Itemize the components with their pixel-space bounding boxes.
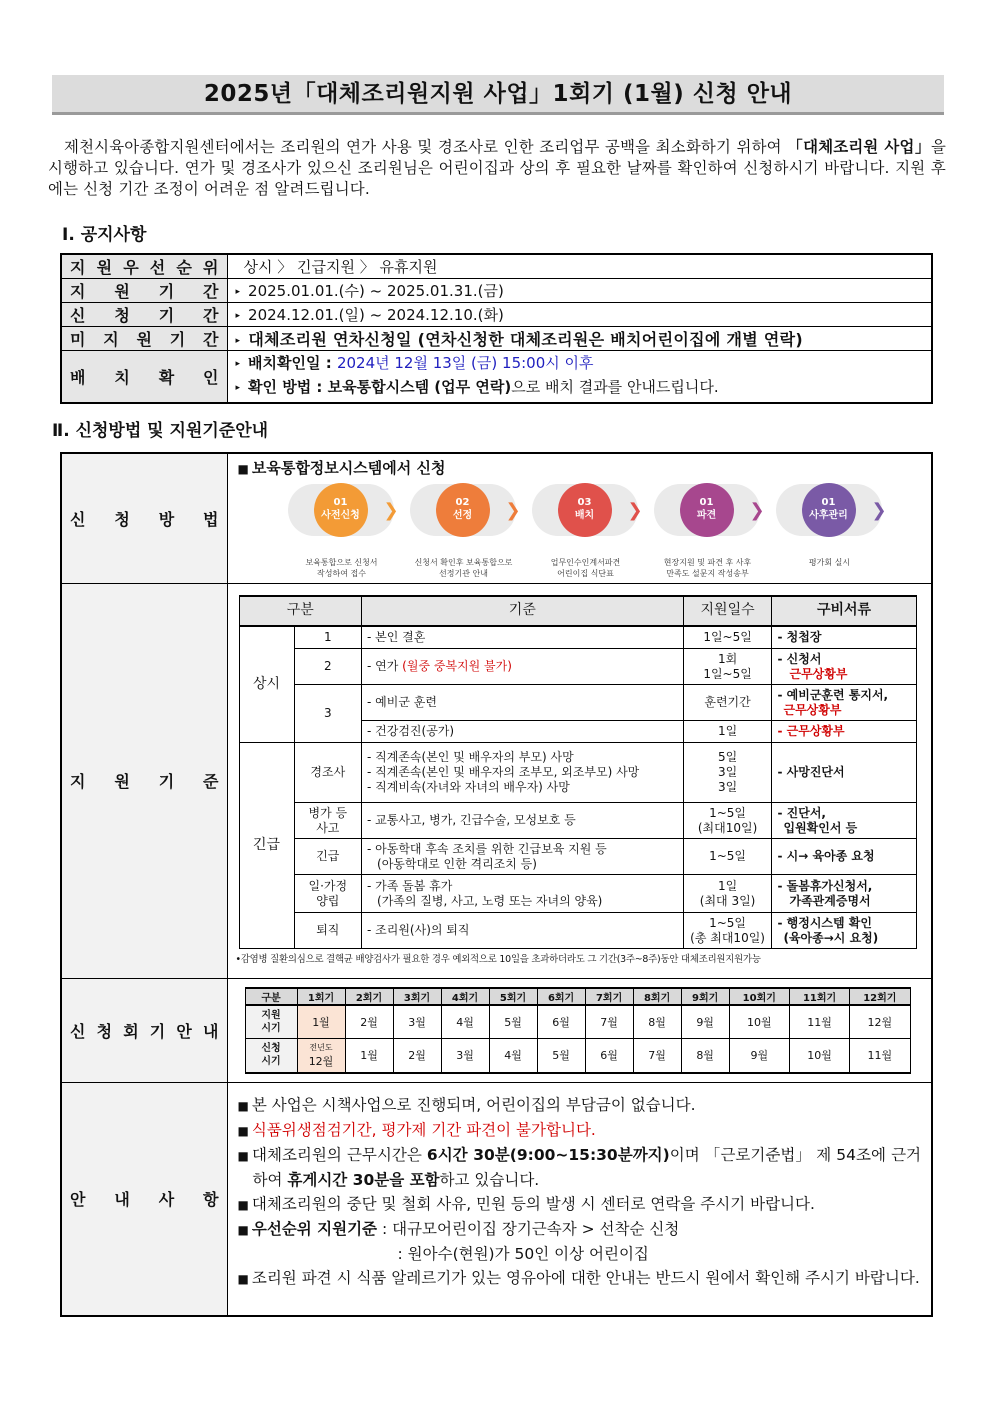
criteria-cat-4: 경조사 xyxy=(294,743,361,803)
process-step-3 xyxy=(532,484,638,536)
criteria-docs-3a xyxy=(772,685,916,721)
chevron-right-icon: ❯ xyxy=(505,500,521,521)
schedule-support-cell: 10월 xyxy=(729,1005,789,1039)
guide-label xyxy=(61,1082,227,1316)
label-char: 우 xyxy=(123,258,139,277)
criteria-std-8: - 조리원(사)의 퇴직 xyxy=(362,913,684,949)
criteria-std-2b: (월중 중복지원 불가) xyxy=(402,659,512,673)
criteria-days-2b: 1일~5일 xyxy=(703,666,752,681)
guide-row xyxy=(61,1082,932,1316)
process-step-4 xyxy=(654,484,760,536)
criteria-days-5a: 1~5일 xyxy=(709,805,747,820)
criteria-days-8a: 1~5일 xyxy=(709,915,747,930)
criteria-header-docs: 구비서류 xyxy=(772,596,916,626)
criteria-no-1: 1 xyxy=(294,626,361,649)
label-char: 신 xyxy=(70,509,86,529)
group-regular: 상시 xyxy=(239,626,294,743)
step-name: 배치 xyxy=(574,510,595,521)
label-char: 배 xyxy=(70,367,86,387)
criteria-docs-7 xyxy=(772,875,916,913)
criteria-days-7b: (최대 3일) xyxy=(699,893,756,908)
schedule-support-cell: 7월 xyxy=(585,1005,633,1039)
criteria-days-7 xyxy=(683,875,772,913)
process-step-2 xyxy=(410,484,516,536)
criteria-std-5: - 교통사고, 병가, 긴급수술, 모성보호 등 xyxy=(362,803,684,839)
criteria-cat-7b: 양립 xyxy=(316,893,340,908)
process-diagram xyxy=(228,454,932,580)
criteria-days-1: 1일~5일 xyxy=(683,626,772,649)
label-char: 위 xyxy=(202,258,219,277)
label-char: 원 xyxy=(114,282,130,301)
label-char: 간 xyxy=(203,330,219,349)
step-circle xyxy=(436,483,490,537)
criteria-cat-7 xyxy=(294,875,361,913)
criteria-std-6a: - 아동학대 후속 조치를 위한 긴급보육 지원 등 xyxy=(367,841,607,856)
step-name: 선정 xyxy=(452,510,473,521)
label-char: 기 xyxy=(169,330,186,349)
schedule-round-header: 10회기 xyxy=(729,988,789,1005)
placement-method-label: 확인 방법 : 보육통합시스템 (업무 연락) xyxy=(248,378,512,397)
criteria-header-category: 구분 xyxy=(239,596,362,626)
schedule-apply-row xyxy=(245,1039,910,1073)
step-number: 03 xyxy=(577,497,592,508)
step-caption-line: 평가회 실시 xyxy=(808,558,851,567)
no-support-text: 대체조리원 연차신청일 (연차신청한 대체조리원은 배치어린이집에 개별 연락) xyxy=(248,330,803,349)
criteria-days-5b: (최대10일) xyxy=(697,820,758,835)
criteria-days-3b: 1일 xyxy=(683,721,772,743)
support-label-1: 지원 xyxy=(261,1009,281,1021)
label-char: 미 xyxy=(70,330,86,349)
label-char: 지 xyxy=(103,330,119,349)
process-step-1 xyxy=(288,484,394,536)
criteria-row-2 xyxy=(239,649,916,685)
guide-item-6: ■ 조리원 파견 시 식품 알레르기가 있는 영유아에 대한 안내는 반드시 원에서 확인해 주시기 바랍니다. xyxy=(237,1268,920,1287)
schedule-support-cell: 5월 xyxy=(489,1005,537,1039)
label-char: 내 xyxy=(202,1021,219,1041)
label-char: 회 xyxy=(123,1021,139,1041)
criteria-docs-7a: - 돌봄휴가신청서, xyxy=(777,878,873,893)
label-char: 간 xyxy=(203,306,219,325)
criteria-header-row xyxy=(239,596,916,626)
criteria-docs-3a-1: - 예비군훈련 통지서, xyxy=(777,687,889,702)
label-char: 지 xyxy=(70,282,86,301)
label-char: 순 xyxy=(176,258,192,277)
label-char: 방 xyxy=(158,509,175,529)
chevron-right-icon: ❯ xyxy=(871,500,887,521)
page-title: 2025년「대체조리원지원 사업」1회기 (1월) 신청 안내 xyxy=(52,75,944,115)
notice-value-priority: 상시 〉 긴급지원 〉 유휴지원 xyxy=(227,254,932,279)
guide-item-2: ■ 식품위생점검기간, 평가제 기간 파견이 불가합니다. xyxy=(237,1120,596,1139)
label-char: 법 xyxy=(203,509,219,529)
criteria-no-3: 3 xyxy=(294,685,361,743)
section-1-title: Ⅰ. 공지사항 xyxy=(62,225,147,245)
schedule-round-header: 11회기 xyxy=(789,988,849,1005)
label-char: 내 xyxy=(114,1190,130,1210)
criteria-std-6 xyxy=(362,839,684,875)
criteria-docs-1: - 청첩장 xyxy=(772,626,916,649)
criteria-row-5 xyxy=(239,803,916,839)
criteria-cat-7a: 일·가정 xyxy=(308,878,348,893)
label-char: 안 xyxy=(176,1021,192,1041)
schedule-support-cell: 4월 xyxy=(441,1005,489,1039)
criteria-days-5 xyxy=(683,803,772,839)
criteria-days-4 xyxy=(683,743,772,803)
guide-text-3e: 하고 있습니다. xyxy=(439,1170,540,1189)
step-caption-line: 어린이집 식단표 xyxy=(557,569,614,578)
guide-text-3d: 휴게시간 30분을 포함 xyxy=(287,1170,440,1189)
label-char: 간 xyxy=(203,282,219,301)
schedule-support-cell: 9월 xyxy=(681,1005,729,1039)
criteria-std-2a: - 연가 xyxy=(367,659,403,673)
step-number: 01 xyxy=(821,497,836,508)
step-caption xyxy=(526,557,646,579)
schedule-apply-cell: 11월 xyxy=(850,1039,910,1073)
step-circle xyxy=(558,483,612,537)
guide-item-5-cont: : 원아수(현원)가 50인 이상 어린이집 xyxy=(397,1244,649,1263)
step-caption-line: 작성하여 접수 xyxy=(317,569,366,578)
criteria-docs-3a-2: 근무상황부 xyxy=(783,702,842,717)
notice-row-placement xyxy=(61,351,932,403)
intro-line-2: 을 시행하고 있습니다. 연가 및 경조사가 있으신 조리원님은 어린이집과 상의 후 필요한 xyxy=(48,138,947,177)
step-caption-line: 선정기관 안내 xyxy=(439,569,488,578)
chevron-right-icon: ❯ xyxy=(749,500,765,521)
criteria-no-2: 2 xyxy=(294,649,361,685)
criteria-std-3a: - 예비군 훈련 xyxy=(362,685,684,721)
label-text-7 xyxy=(70,1019,219,1042)
schedule-cell xyxy=(227,978,932,1082)
guide-text-1: 본 사업은 시책사업으로 진행되며, 어린이집의 부담금이 없습니다. xyxy=(251,1095,696,1114)
process-step-5 xyxy=(776,484,882,536)
label-char: 신 xyxy=(70,306,86,325)
apply-first-2: 12월 xyxy=(308,1055,334,1069)
label-text-2 xyxy=(70,303,219,326)
label-text-1 xyxy=(70,279,219,302)
schedule-support-cell: 2월 xyxy=(345,1005,393,1039)
criteria-std-7b: (가족의 질병, 사고, 노령 또는 자녀의 양육) xyxy=(377,893,603,908)
method-heading: ■ 보육통합정보시스템에서 신청 xyxy=(237,459,446,477)
intro-line-1: 제천시육아종합지원센터에서는 조리원의 연가 사용 및 경조사로 인한 조리업무 공백을 최소화하기 위하여 xyxy=(64,138,782,156)
schedule-support-row xyxy=(245,1005,910,1039)
guide-item-5: ■ 우선순위 지원기준 : 대규모어린이집 장기근속자 > 선착순 신청 xyxy=(237,1219,680,1238)
guide-cell xyxy=(227,1082,932,1316)
notice-label-priority xyxy=(61,254,227,279)
apply-label-1: 신청 xyxy=(261,1043,281,1055)
chevron-right-icon: ❯ xyxy=(627,500,643,521)
step-caption xyxy=(770,557,890,568)
apply-label-2: 시기 xyxy=(261,1056,281,1068)
criteria-days-6: 1~5일 xyxy=(683,839,772,875)
apply-period-text: 2024.12.01.(일) ~ 2024.12.10.(화) xyxy=(248,306,504,324)
step-caption-line: 만족도 설문지 작성송부 xyxy=(666,569,749,578)
criteria-row-7 xyxy=(239,875,916,913)
label-char: 치 xyxy=(114,367,130,387)
guide-text-2: 식품위생점검기간, 평가제 기간 파견이 불가합니다. xyxy=(251,1120,596,1139)
criteria-docs-5a: - 진단서, xyxy=(777,805,826,820)
label-text-6 xyxy=(70,769,219,792)
criteria-header-days: 지원일수 xyxy=(683,596,772,626)
schedule-apply-cell: 4월 xyxy=(489,1039,537,1073)
label-char: 청 xyxy=(114,509,130,529)
label-text-5 xyxy=(70,507,219,530)
schedule-apply-cell: 8월 xyxy=(681,1039,729,1073)
schedule-apply-cell: 3월 xyxy=(441,1039,489,1073)
label-char: 준 xyxy=(203,772,219,791)
step-caption-line: 보육통합으로 신청서 xyxy=(305,558,378,567)
step-circle xyxy=(680,483,734,537)
schedule-support-cell: 3월 xyxy=(393,1005,441,1039)
criteria-days-8 xyxy=(683,913,772,949)
step-number: 01 xyxy=(333,497,348,508)
support-period-text: 2025.01.01.(수) ~ 2025.01.31.(금) xyxy=(248,282,504,300)
criteria-docs-2a: - 신청서 xyxy=(777,651,822,666)
notice-value-placement: ▸ 배치확인일 : 2024년 12월 13일 (금) 15:00시 이후 ▸ 확인 방법 : 보육통합시스템 (업무 연락)으로 배치 결과를 안내드립니다. xyxy=(227,351,932,403)
criteria-note: •감염병 질환의심으로 결핵균 배양검사가 필요한 경우 예외적으로 10일을 초과하더라도 그 기간(3주~8주)동안 대체조리원지원가능 xyxy=(235,954,761,965)
schedule-apply-cell: 6월 xyxy=(585,1039,633,1073)
schedule-round-header: 9회기 xyxy=(681,988,729,1005)
schedule-apply-cell: 9월 xyxy=(729,1039,789,1073)
label-char: 선 xyxy=(149,258,166,277)
criteria-docs-7b: 가족관계증명서 xyxy=(789,893,871,908)
guide-item-3: ■ 대체조리원의 근무시간은 6시간 30분(9:00~15:30분까지)이며 「근로기준법」 제 54조에 근거하여 휴게시간 30분을 포함하고 있습니다. xyxy=(237,1145,922,1189)
step-caption xyxy=(404,557,524,579)
schedule-support-cell: 11월 xyxy=(789,1005,849,1039)
label-char: 기 xyxy=(149,1021,166,1041)
notice-value-support-period: ▸ 2025.01.01.(수) ~ 2025.01.31.(금) xyxy=(227,279,932,303)
criteria-docs-8b: (육아종→시 요청) xyxy=(783,930,879,945)
label-text-4 xyxy=(70,365,219,388)
label-char: 지 xyxy=(70,772,86,791)
section-2-title: Ⅱ. 신청방법 및 지원기준안내 xyxy=(52,421,269,441)
label-char: 기 xyxy=(158,306,175,325)
notice-label-support-period xyxy=(61,279,227,303)
criteria-std-4b: - 직계존속(본인 및 배우자의 조부모, 외조부모) 사망 xyxy=(367,765,640,779)
schedule-round-header: 3회기 xyxy=(393,988,441,1005)
label-text-8 xyxy=(70,1187,219,1210)
schedule-round-header: 12회기 xyxy=(850,988,910,1005)
guide-item-1: ■ 본 사업은 시책사업으로 진행되며, 어린이집의 부담금이 없습니다. xyxy=(237,1095,696,1114)
intro-program-name: 「대체조리원 사업」 xyxy=(787,138,931,156)
label-char: 사 xyxy=(158,1190,175,1210)
schedule-support-cell: 6월 xyxy=(537,1005,585,1039)
label-char: 원 xyxy=(114,772,130,791)
criteria-row-4 xyxy=(239,743,916,803)
schedule-round-header: 7회기 xyxy=(585,988,633,1005)
notice-label-placement xyxy=(61,351,227,403)
schedule-support-label xyxy=(245,1005,297,1039)
criteria-std-4c: - 직계비속(자녀와 자녀의 배우자) 사망 xyxy=(367,780,570,794)
guide-text-3b: 6시간 30분(9:00~15:30분까지) xyxy=(426,1145,670,1164)
criteria-docs-5b: 입원확인서 등 xyxy=(783,820,858,835)
step-circle xyxy=(314,483,368,537)
criteria-row xyxy=(61,583,932,978)
schedule-label xyxy=(61,978,227,1082)
guide-text-3a: 대체조리원의 근무시간은 xyxy=(252,1145,427,1164)
criteria-cat-8: 퇴직 xyxy=(294,913,361,949)
criteria-cat-5a: 병가 등 xyxy=(308,805,348,820)
criteria-docs-5 xyxy=(772,803,916,839)
schedule-apply-first xyxy=(297,1039,345,1073)
schedule-apply-cell: 5월 xyxy=(537,1039,585,1073)
label-char: 원 xyxy=(96,258,113,277)
criteria-days-2a: 1회 xyxy=(717,651,738,666)
step-name: 파견 xyxy=(696,510,717,521)
criteria-docs-8 xyxy=(772,913,916,949)
criteria-std-1: - 본인 결혼 xyxy=(362,626,684,649)
schedule-apply-cell: 10월 xyxy=(789,1039,849,1073)
notice-value-no-support: ▸ 대체조리원 연차신청일 (연차신청한 대체조리원은 배치어린이집에 개별 연락) xyxy=(227,327,932,351)
guide-text-3c: 이며 「근로기준법」 제 54조에 근거하여 xyxy=(252,1145,922,1189)
schedule-row xyxy=(61,978,932,1082)
criteria-row-8 xyxy=(239,913,916,949)
notice-row-support-period xyxy=(61,279,932,303)
criteria-row-1 xyxy=(239,626,916,649)
criteria-days-3a: 훈련기간 xyxy=(683,685,772,721)
step-caption xyxy=(648,557,768,579)
guide-text-5a: 우선순위 지원기준 xyxy=(251,1219,378,1238)
criteria-std-4 xyxy=(362,743,684,803)
schedule-round-header: 1회기 xyxy=(297,988,345,1005)
criteria-days-4a: 5일 xyxy=(717,750,738,764)
step-caption-line: 현장지원 및 파견 후 사후 xyxy=(663,558,752,567)
label-text-0 xyxy=(70,255,219,278)
step-number: 01 xyxy=(699,497,714,508)
criteria-cat-5 xyxy=(294,803,361,839)
guide-text-6: 조리원 파견 시 식품 알레르기가 있는 영유아에 대한 안내는 반드시 원에서 확인해 주시기 바랍니다. xyxy=(251,1268,920,1287)
criteria-cat-6: 긴급 xyxy=(294,839,361,875)
schedule-support-cell: 12월 xyxy=(850,1005,910,1039)
label-char: 지 xyxy=(70,258,86,277)
apply-first-1: 전년도 xyxy=(309,1043,333,1053)
method-heading-text: 보육통합정보시스템에서 신청 xyxy=(251,459,446,477)
main-info-table xyxy=(60,452,933,1317)
criteria-days-2 xyxy=(683,649,772,685)
chevron-right-icon: ❯ xyxy=(383,500,399,521)
label-char: 청 xyxy=(96,1021,113,1041)
label-char: 확 xyxy=(158,367,175,387)
criteria-docs-2 xyxy=(772,649,916,685)
step-number: 02 xyxy=(455,497,470,508)
notice-label-no-support xyxy=(61,327,227,351)
label-char: 원 xyxy=(136,330,152,349)
criteria-docs-6: - 시→ 육아종 요청 xyxy=(772,839,916,875)
intro-line-3: 날짜를 확인하여 신청하시기 바랍니다. 지원 후에는 신청 기간 조정이 어려운 점 알려드립니다. xyxy=(48,159,946,198)
guide-text-4: 대체조리원의 중단 및 철회 사유, 민원 등의 발생 시 센터로 연락을 주시기 바랍니다. xyxy=(251,1194,815,1213)
schedule-apply-cell: 1월 xyxy=(345,1039,393,1073)
criteria-docs-2b: 근무상황부 xyxy=(789,666,848,681)
method-label xyxy=(61,453,227,583)
schedule-round-header: 6회기 xyxy=(537,988,585,1005)
label-char: 신 xyxy=(70,1021,86,1041)
criteria-days-8b: (총 최대10일) xyxy=(690,930,765,945)
schedule-header-row xyxy=(245,988,910,1005)
schedule-round-header: 4회기 xyxy=(441,988,489,1005)
schedule-apply-label xyxy=(245,1039,297,1073)
criteria-std-4a: - 직계존속(본인 및 배우자의 부모) 사망 xyxy=(367,750,574,764)
step-name: 사후관리 xyxy=(809,510,848,521)
criteria-table xyxy=(239,595,917,950)
placement-date-label: 배치확인일 : xyxy=(248,354,337,373)
placement-method-rest: 으로 배치 결과를 안내드립니다. xyxy=(511,378,719,397)
label-char: 인 xyxy=(203,367,219,387)
schedule-apply-cell: 2월 xyxy=(393,1039,441,1073)
notice-row-no-support xyxy=(61,327,932,351)
guide-item-4: ■ 대체조리원의 중단 및 철회 사유, 민원 등의 발생 시 센터로 연락을 주시기 바랍니다. xyxy=(237,1194,815,1213)
method-cell xyxy=(227,453,932,583)
criteria-docs-4: - 사망진단서 xyxy=(772,743,916,803)
intro-paragraph xyxy=(48,137,946,200)
label-char: 항 xyxy=(203,1190,219,1210)
criteria-docs-3b: - 근무상황부 xyxy=(772,721,916,743)
criteria-days-4b: 3일 xyxy=(717,765,738,779)
notice-row-apply-period xyxy=(61,303,932,327)
criteria-row-6 xyxy=(239,839,916,875)
label-char: 안 xyxy=(70,1190,86,1210)
step-name: 사전신청 xyxy=(321,510,360,521)
criteria-cell xyxy=(227,583,932,978)
guide-text-5b: : 대규모어린이집 장기근속자 > 선착순 신청 xyxy=(377,1219,680,1238)
guide-list xyxy=(228,1083,932,1299)
notice-table xyxy=(60,253,933,404)
label-char: 기 xyxy=(158,772,175,791)
criteria-days-7a: 1일 xyxy=(717,878,738,893)
schedule-header-first: 구분 xyxy=(245,988,297,1005)
step-caption-line: 신청서 확인후 보육통합으로 xyxy=(414,558,513,567)
criteria-docs-8a: - 행정시스템 확인 xyxy=(777,915,872,930)
schedule-table xyxy=(245,987,911,1074)
criteria-days-4c: 3일 xyxy=(717,780,738,794)
schedule-round-header: 8회기 xyxy=(633,988,681,1005)
criteria-row-3a xyxy=(239,685,916,721)
step-caption xyxy=(282,557,402,579)
step-circle xyxy=(802,483,856,537)
label-char: 기 xyxy=(158,282,175,301)
support-label-2: 시기 xyxy=(261,1022,281,1034)
label-char: 청 xyxy=(114,306,130,325)
schedule-apply-cell: 7월 xyxy=(633,1039,681,1073)
schedule-support-cell: 8월 xyxy=(633,1005,681,1039)
criteria-cat-5b: 사고 xyxy=(316,820,340,835)
schedule-round-header: 5회기 xyxy=(489,988,537,1005)
criteria-header-standard: 기준 xyxy=(362,596,684,626)
criteria-label xyxy=(61,583,227,978)
notice-label-apply-period xyxy=(61,303,227,327)
notice-row-priority xyxy=(61,254,932,279)
group-urgent: 긴급 xyxy=(239,743,294,949)
criteria-std-2 xyxy=(362,649,684,685)
schedule-support-cell: 1월 xyxy=(297,1005,345,1039)
criteria-std-7 xyxy=(362,875,684,913)
notice-value-apply-period: ▸ 2024.12.01.(일) ~ 2024.12.10.(화) xyxy=(227,303,932,327)
criteria-std-7a: - 가족 돌봄 휴가 xyxy=(367,878,453,893)
schedule-round-header: 2회기 xyxy=(345,988,393,1005)
step-caption-line: 업무인수인계서파견 xyxy=(550,558,621,567)
placement-date-value: 2024년 12월 13일 (금) 15:00시 이후 xyxy=(336,354,594,373)
criteria-std-3b: - 건강검진(공가) xyxy=(362,721,684,743)
label-text-3 xyxy=(70,327,219,350)
method-row xyxy=(61,453,932,583)
criteria-std-6b: (아동학대로 인한 격리조치 등) xyxy=(377,856,537,871)
